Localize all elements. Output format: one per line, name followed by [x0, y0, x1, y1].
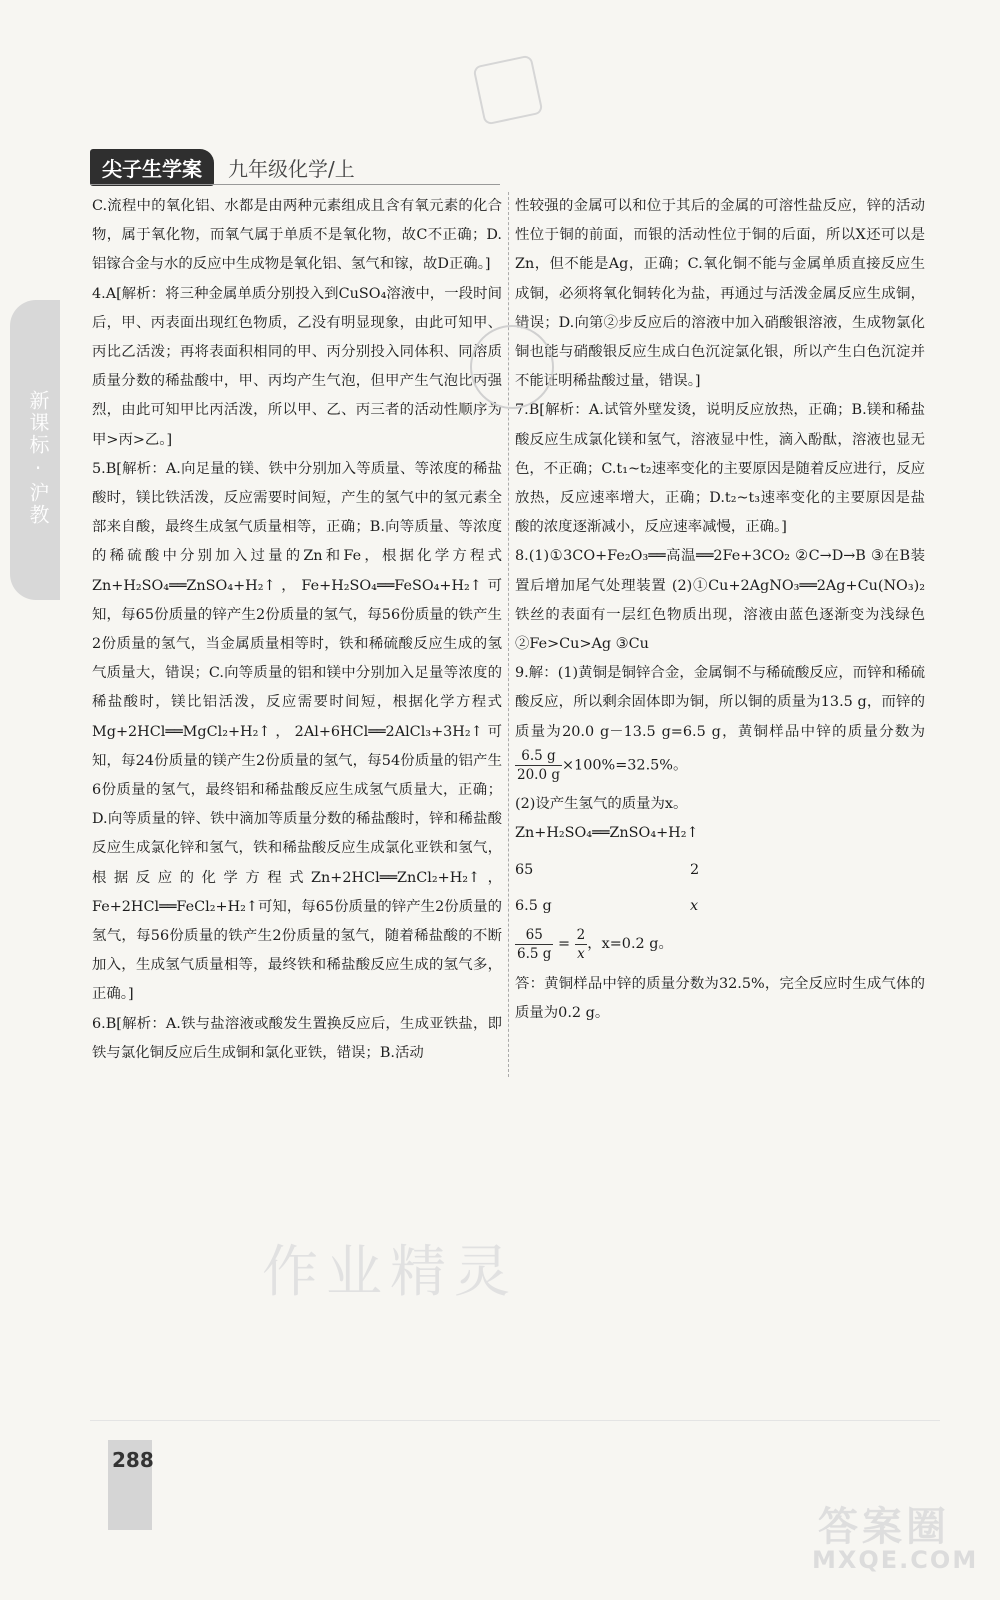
ratio-right-numerator: 2 — [576, 926, 586, 943]
ratio-right — [575, 926, 588, 963]
page-number: 288 — [112, 1448, 154, 1472]
book-subtitle: 九年级化学/上 — [228, 156, 355, 181]
ratio-right-denominator: x — [577, 945, 585, 962]
zn-mass: 6.5 g — [515, 898, 552, 915]
fraction-result: ×100%=32.5%。 — [562, 757, 688, 774]
h2-mass-unknown: x — [690, 898, 699, 915]
watermark-stamp — [472, 54, 543, 125]
side-tab-label: 新课标·沪教 — [26, 390, 50, 526]
stoichiometry-table — [515, 852, 925, 924]
left-column — [92, 192, 502, 1068]
answer-6-continued: 性较强的金属可以和位于其后的金属的可溶性盐反应，锌的活动性位于铜的前面，而银的活动性位于铜的后面，所以X还可以是Zn，但不能是Ag，正确；C.氧化铜不能与金属单质直接反应生成铜，必须将氧化铜转化为盐，再通过与活泼金属反应生成铜，错误；D.向第②步反应后的溶液中加入硝酸银溶液，生成物氯化铜也能与硝酸银反应生成白色沉淀氯化银，所以产生白色沉淀并不能证明稀盐酸过量，错误。] — [515, 198, 925, 390]
answer-8: 8.(1)①3CO+Fe₂O₃══高温══2Fe+3CO₂ ②C→D→B ③在B装置后增加尾气处理装置 (2)①Cu+2AgNO₃══2Ag+Cu(NO₃)₂ 铁丝的表面有一层红色物质出现，溶液由蓝色逐渐变为浅绿色 ②Fe>Cu>Ag ③Cu — [515, 548, 925, 653]
final-answer: 答：黄铜样品中锌的质量分数为32.5%，完全反应时生成气体的质量为0.2 g。 — [515, 976, 925, 1022]
page-header — [90, 150, 355, 184]
brand-label: 尖子生学案 — [90, 149, 214, 186]
fraction-denominator: 20.0 g — [517, 766, 560, 783]
answer-paragraph: C.流程中的氧化铝、水都是由两种元素组成且含有氧元素的化合物，属于氧化物，而氧气属于单质不是氧化物，故C不正确；D.铝镓合金与水的反应中生成物是氧化铝、氢气和镓，故D正确。] — [92, 198, 502, 273]
mass-fraction — [515, 747, 562, 784]
answer-7: 7.B[解析：A.试管外壁发烫，说明反应放热，正确；B.镁和稀盐酸反应生成氯化镁和氢气，溶液显中性，滴入酚酞，溶液也显无色，不正确；C.t₁~t₂速率变化的主要原因是随着反应进行，反应放热，反应速率增大，正确；D.t₂~t₃速率变化的主要原因是盐酸的浓度逐渐减小，反应速率减慢，正确。] — [515, 402, 926, 536]
watermark-text: 作业精灵 — [262, 1240, 518, 1305]
answer-5: 5.B[解析：A.向足量的镁、铁中分别加入等质量、等浓度的稀盐酸时，镁比铁活泼，反应需要时间短，产生的氢气中的氢元素全部来自酸，最终生成氢气质量相等，正确；B.向等质量、等浓度的稀硫酸中分别加入过量的Zn和Fe，根据化学方程式 Zn+H₂SO₄══ZnSO₄+H₂↑，Fe+H₂SO₄══FeSO₄+H₂↑可知，每65份质量的锌产生2份质量的氢气，每56份质量的铁产生2份质量的氢气，当金属质量相等时，铁和稀硫酸反应生成的氢气质量大，错误；C.向等质量的铝和镁中分别加入足量等浓度的稀盐酸时，镁比铝活泼，反应需要时间短，根据化学方程式Mg+2HCl══MgCl₂+H₂↑，2Al+6HCl══2AlCl₃+3H₂↑可知，每24份质量的镁产生2份质量的氢气，每54份质量的铝产生6份质量的氢气，最终铝和稀盐酸反应生成氢气质量大，正确；D.向等质量的锌、铁中滴加等质量分数的稀盐酸时，锌和稀盐酸反应生成氯化锌和氢气，铁和稀盐酸反应生成氯化亚铁和氢气，根据反应的化学方程式Zn+2HCl══ZnCl₂+H₂↑，Fe+2HCl══FeCl₂+H₂↑可知，每65份质量的锌产生2份质量的氢气，每56份质量的铁产生2份质量的氢气，随着稀盐酸的不断加入，生成氢气质量相等，最终铁和稀盐酸反应生成的氢气多，正确。] — [92, 460, 502, 1003]
ratio-left — [515, 926, 553, 963]
footer-divider — [90, 1420, 940, 1421]
answer-9-part1 — [515, 659, 925, 784]
right-column — [515, 192, 925, 1029]
fraction-numerator: 6.5 g — [515, 747, 562, 766]
chemical-equation: Zn+H₂SO₄══ZnSO₄+H₂↑ — [515, 825, 699, 842]
answer-9-text: 9.解：(1)黄铜是铜锌合金，金属铜不与稀硫酸反应，而锌和稀硫酸反应，所以剩余固体即为铜，所以铜的质量为13.5 g，而锌的质量为20.0 g－13.5 g=6.5 g，黄铜样品中锌的质量分数为 — [515, 665, 925, 740]
answer-4: 4.A[解析：将三种金属单质分别投入到CuSO₄溶液中，一段时间后，甲、丙表面出现红色物质，乙没有明显现象，由此可知甲、丙比乙活泼；再将表面积相同的甲、丙分别投入同体积、同溶质质量分数的稀盐酸中，甲、丙均产生气泡，但甲产生气泡比丙强烈，由此可知甲比丙活泼，所以甲、乙、丙三者的活动性顺序为甲>丙>乙。] — [92, 285, 502, 448]
ratio-left-denominator: 6.5 g — [517, 945, 552, 962]
zn-molar-mass: 65 — [515, 862, 534, 879]
watermark-site: MXQE.COM — [812, 1546, 979, 1574]
answer-9-part2-intro: (2)设产生氢气的质量为x。 — [515, 795, 688, 812]
ratio-equation — [515, 924, 925, 964]
ratio-equals: = — [557, 936, 571, 953]
answer-6: 6.B[解析：A.铁与盐溶液或酸发生置换反应后，生成亚铁盐，即铁与氯化铜反应后生成铜和氯化亚铁，错误；B.活动 — [92, 1015, 502, 1061]
ratio-result: ，x=0.2 g。 — [587, 936, 673, 953]
header-divider — [90, 184, 500, 185]
ratio-left-numerator: 65 — [515, 926, 553, 945]
watermark-logo: 答案圈 — [818, 1504, 950, 1550]
h2-molar-mass: 2 — [690, 862, 700, 879]
